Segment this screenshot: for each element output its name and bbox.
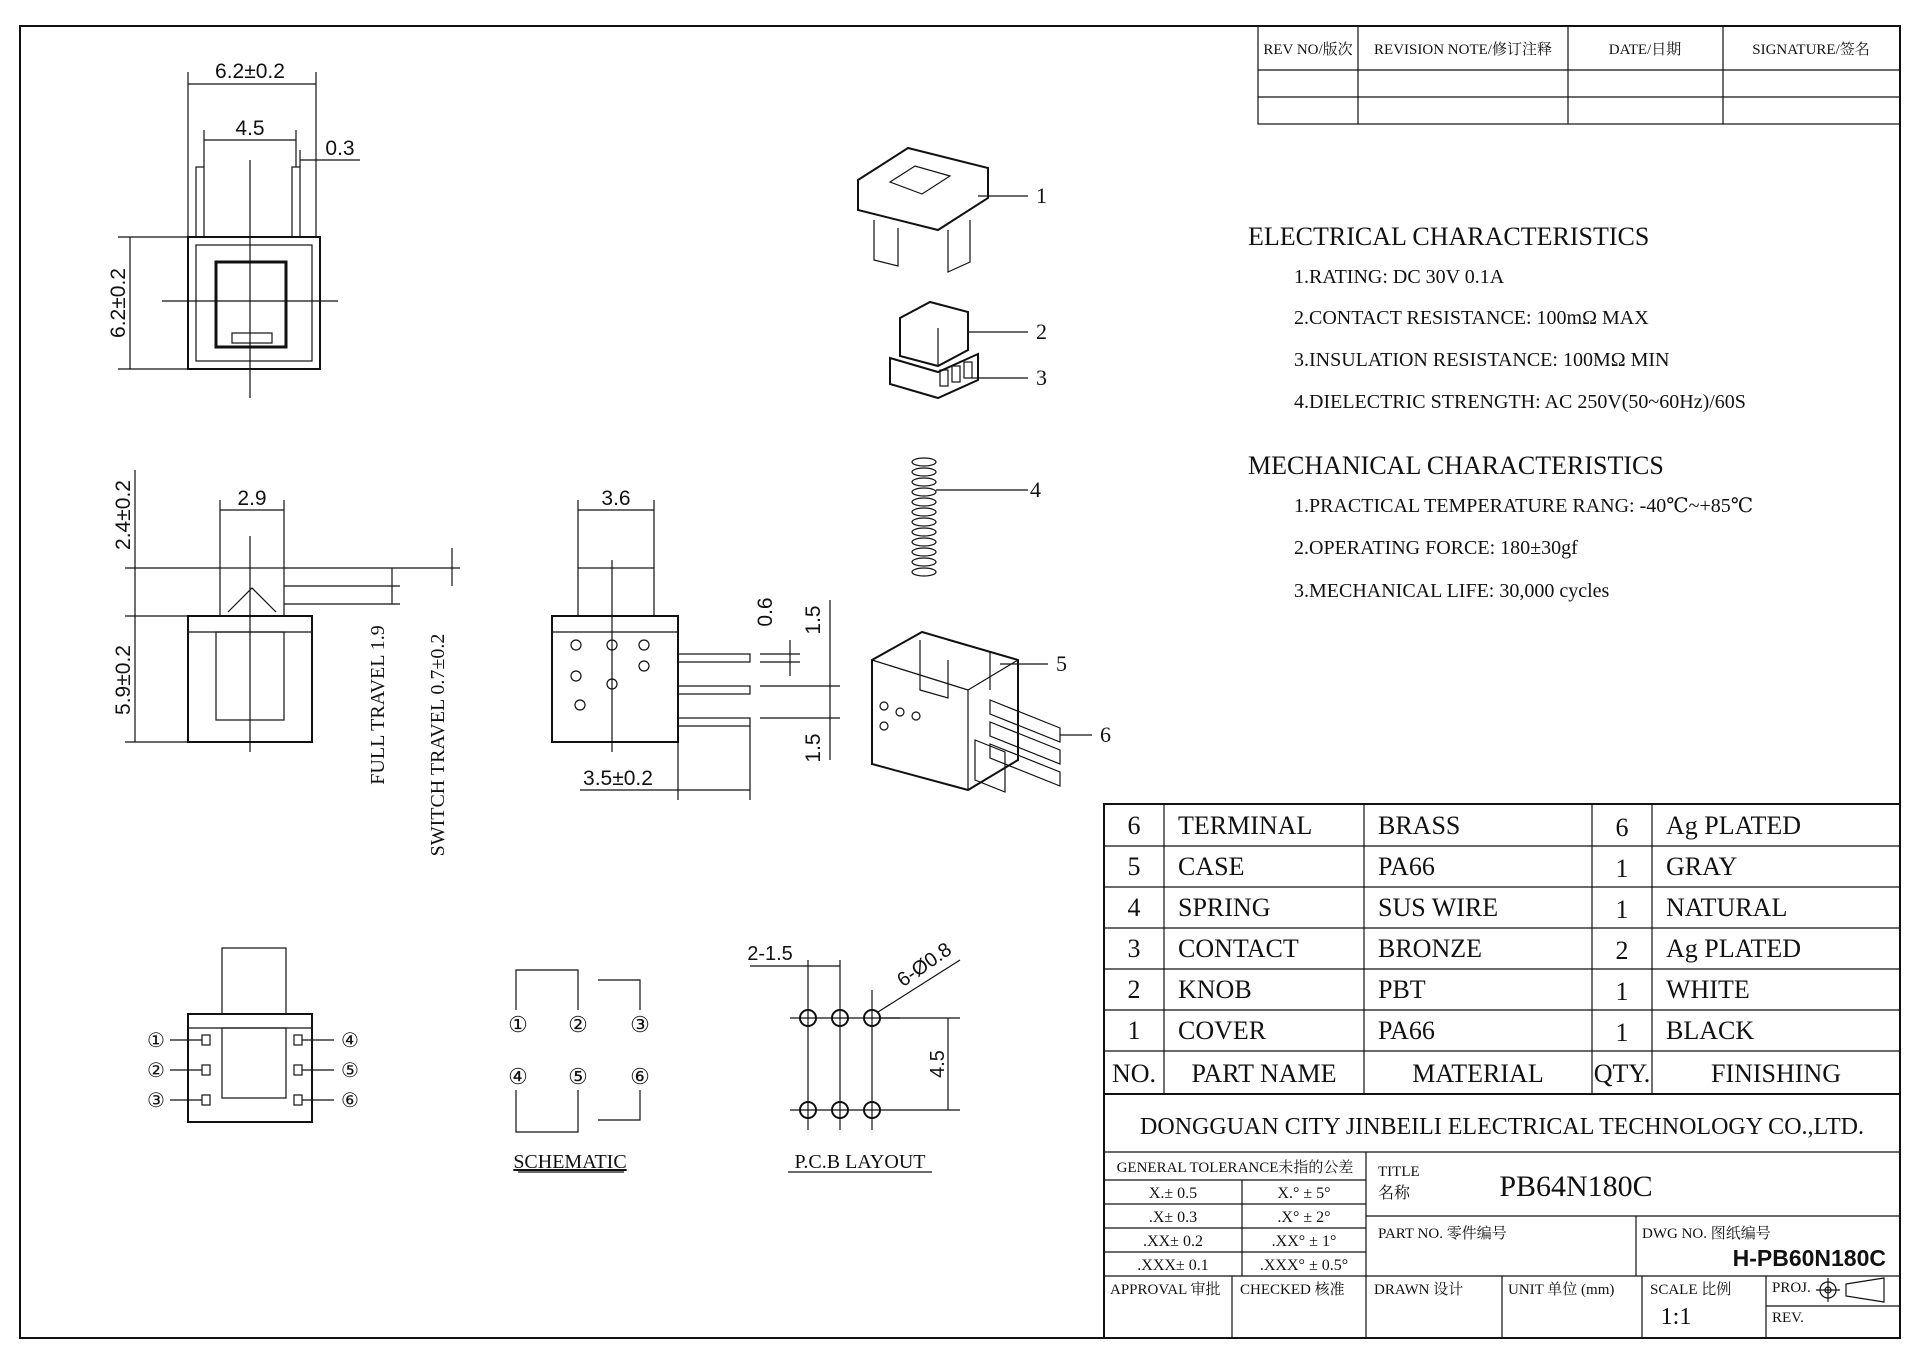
bom-row-6-part: COVER <box>1178 1016 1267 1045</box>
dim-front-knob-height: 2.4±0.2 <box>112 480 135 550</box>
bom-row-6-no: 1 <box>1127 1016 1141 1045</box>
bom-row-6-finish: BLACK <box>1666 1016 1755 1045</box>
bom-row-3-qty: 1 <box>1615 895 1629 924</box>
dim-pcb-pitch: 2-1.5 <box>747 943 793 965</box>
dim-side-pin-diameter: 0.6 <box>754 597 777 627</box>
mechanical-item-3: 3.MECHANICAL LIFE: 30,000 cycles <box>1294 580 1610 602</box>
pcb-layout-label: P.C.B LAYOUT <box>794 1151 926 1173</box>
bottom-pin-2: ② <box>147 1060 165 1082</box>
title-block <box>1104 1094 1900 1338</box>
bom-row-5-part: KNOB <box>1178 975 1252 1004</box>
side-view <box>552 487 840 800</box>
mechanical-item-2: 2.OPERATING FORCE: 180±30gf <box>1294 537 1578 559</box>
bom-row-3-finish: NATURAL <box>1666 893 1788 922</box>
rev-header-date: DATE/日期 <box>1608 42 1682 58</box>
top-view <box>107 60 360 398</box>
projection-symbol-icon <box>1816 1278 1884 1302</box>
callout-6: 6 <box>1100 722 1111 747</box>
bom-row-4-qty: 2 <box>1615 936 1629 965</box>
bottom-pin-6: ⑥ <box>341 1090 359 1112</box>
bom-row-3-no: 4 <box>1127 893 1141 922</box>
schematic-label: SCHEMATIC <box>513 1151 627 1173</box>
callout-1: 1 <box>1036 183 1047 208</box>
bom-header-qty: QTY. <box>1593 1059 1651 1088</box>
rev-header-note: REVISION NOTE/修订注释 <box>1374 42 1552 58</box>
tolerance-4-linear: .XXX± 0.1 <box>1137 1257 1209 1274</box>
dwg-no-value: H-PB60N180C <box>1732 1245 1886 1271</box>
callout-2: 2 <box>1036 319 1047 344</box>
bom-header-finish: FINISHING <box>1711 1059 1841 1088</box>
bottom-pin-4: ④ <box>341 1030 359 1052</box>
dim-front-body-height: 5.9±0.2 <box>112 645 135 715</box>
mechanical-characteristics <box>1248 451 1753 602</box>
title-label: TITLE <box>1378 1164 1420 1180</box>
approval-label: APPROVAL 审批 <box>1110 1282 1221 1298</box>
tolerance-1-angular: X.° ± 5° <box>1277 1185 1331 1202</box>
bom-row-2-qty: 1 <box>1615 854 1629 883</box>
spring-coil <box>912 458 936 576</box>
dim-front-knob-width: 2.9 <box>237 487 267 510</box>
dwg-no-label: DWG NO. 图纸编号 <box>1642 1226 1771 1242</box>
dim-side-pitch-b: 1.5 <box>802 733 825 763</box>
dim-top-inner: 4.5 <box>235 117 265 140</box>
pcb-layout <box>747 939 960 1173</box>
bom-row-1-finish: Ag PLATED <box>1666 811 1802 840</box>
dim-side-pitch-a: 1.5 <box>802 605 825 635</box>
bom-row-5-material: PBT <box>1378 975 1426 1004</box>
tolerance-2-linear: .X± 0.3 <box>1148 1209 1198 1226</box>
bom-row-5-finish: WHITE <box>1666 975 1750 1004</box>
mechanical-heading: MECHANICAL CHARACTERISTICS <box>1248 451 1664 480</box>
dim-full-travel: FULL TRAVEL 1.9 <box>367 625 389 785</box>
dim-pcb-row: 4.5 <box>927 1050 949 1078</box>
scale-label: SCALE 比例 <box>1650 1282 1732 1298</box>
bom-row-3-part: SPRING <box>1178 893 1271 922</box>
electrical-characteristics <box>1248 222 1746 413</box>
bom-row-4-finish: Ag PLATED <box>1666 934 1802 963</box>
title-value: PB64N180C <box>1499 1170 1653 1203</box>
exploded-parts <box>858 148 1111 792</box>
dim-side-pin-length: 3.5±0.2 <box>583 767 653 790</box>
bom-row-2-material: PA66 <box>1378 852 1435 881</box>
tolerance-1-linear: X.± 0.5 <box>1148 1185 1198 1202</box>
bom-row-1-part: TERMINAL <box>1178 811 1313 840</box>
bom-row-2-no: 5 <box>1127 852 1141 881</box>
schematic-pin-1: ① <box>508 1012 528 1037</box>
schematic-pin-4: ④ <box>508 1064 528 1089</box>
bom-row-4-no: 3 <box>1127 934 1141 963</box>
bottom-pin-5: ⑤ <box>341 1060 359 1082</box>
bom-row-2-part: CASE <box>1178 852 1245 881</box>
drawn-label: DRAWN 设计 <box>1374 1282 1464 1298</box>
tolerance-title: GENERAL TOLERANCE未指的公差 <box>1116 1160 1354 1176</box>
bom-row-5-no: 2 <box>1127 975 1141 1004</box>
tolerance-3-angular: .XX° ± 1° <box>1271 1233 1337 1250</box>
callout-3: 3 <box>1036 365 1047 390</box>
electrical-item-2: 2.CONTACT RESISTANCE: 100mΩ MAX <box>1294 307 1649 329</box>
bottom-view <box>147 948 359 1122</box>
bom-header-part: PART NAME <box>1191 1059 1337 1088</box>
bom-row-3-material: SUS WIRE <box>1378 893 1499 922</box>
unit-label: UNIT 单位 (mm) <box>1508 1282 1615 1298</box>
bom-header-no: NO. <box>1111 1059 1157 1088</box>
electrical-item-4: 4.DIELECTRIC STRENGTH: AC 250V(50~60Hz)/60S <box>1294 391 1746 413</box>
bottom-pin-1: ① <box>147 1030 165 1052</box>
callout-5: 5 <box>1056 651 1067 676</box>
mechanical-item-1: 1.PRACTICAL TEMPERATURE RANG: -40℃~+85℃ <box>1294 495 1754 517</box>
bom-row-4-part: CONTACT <box>1178 934 1299 963</box>
dim-top-gap: 0.3 <box>325 137 355 160</box>
dim-top-width: 6.2±0.2 <box>215 60 285 83</box>
dim-side-knob-width: 3.6 <box>601 487 631 510</box>
bom-row-1-material: BRASS <box>1378 811 1461 840</box>
tolerance-3-linear: .XX± 0.2 <box>1143 1233 1203 1250</box>
bottom-pin-3: ③ <box>147 1090 165 1112</box>
bom-row-1-qty: 6 <box>1615 813 1629 842</box>
bom-row-5-qty: 1 <box>1615 977 1629 1006</box>
bom-row-6-qty: 1 <box>1615 1018 1629 1047</box>
tolerance-4-angular: .XXX° ± 0.5° <box>1259 1257 1349 1274</box>
revision-table <box>1258 26 1900 124</box>
scale-value: 1:1 <box>1660 1304 1692 1330</box>
bom-table <box>1104 804 1900 1094</box>
schematic-pin-5: ⑤ <box>568 1064 588 1089</box>
rev-header-no: REV NO/版次 <box>1263 42 1353 58</box>
schematic <box>508 970 650 1173</box>
schematic-pin-6: ⑥ <box>630 1064 650 1089</box>
bom-row-4-material: BRONZE <box>1378 934 1482 963</box>
dim-switch-travel: SWITCH TRAVEL 0.7±0.2 <box>427 633 449 857</box>
part-no-label: PART NO. 零件编号 <box>1378 1226 1507 1242</box>
dim-pcb-holes: 6-Ø0.8 <box>893 938 956 992</box>
checked-label: CHECKED 核准 <box>1240 1282 1345 1298</box>
bom-row-6-material: PA66 <box>1378 1016 1435 1045</box>
proj-label: PROJ. <box>1772 1280 1811 1296</box>
schematic-pin-3: ③ <box>630 1012 650 1037</box>
schematic-pin-2: ② <box>568 1012 588 1037</box>
rev-header-signature: SIGNATURE/签名 <box>1752 42 1870 58</box>
electrical-heading: ELECTRICAL CHARACTERISTICS <box>1248 222 1650 251</box>
bom-header-material: MATERIAL <box>1412 1059 1544 1088</box>
tolerance-2-angular: .X° ± 2° <box>1277 1209 1331 1226</box>
rev-label: REV. <box>1772 1310 1804 1326</box>
bom-row-1-no: 6 <box>1127 811 1141 840</box>
electrical-item-3: 3.INSULATION RESISTANCE: 100MΩ MIN <box>1294 349 1670 371</box>
callout-4: 4 <box>1030 477 1041 502</box>
bom-row-2-finish: GRAY <box>1666 852 1738 881</box>
company-name: DONGGUAN CITY JINBEILI ELECTRICAL TECHNOLOGY CO.,LTD. <box>1140 1114 1864 1140</box>
front-view <box>112 470 460 856</box>
dim-top-height: 6.2±0.2 <box>107 268 130 338</box>
title-label-cn: 名称 <box>1378 1185 1411 1202</box>
electrical-item-1: 1.RATING: DC 30V 0.1A <box>1294 266 1505 288</box>
